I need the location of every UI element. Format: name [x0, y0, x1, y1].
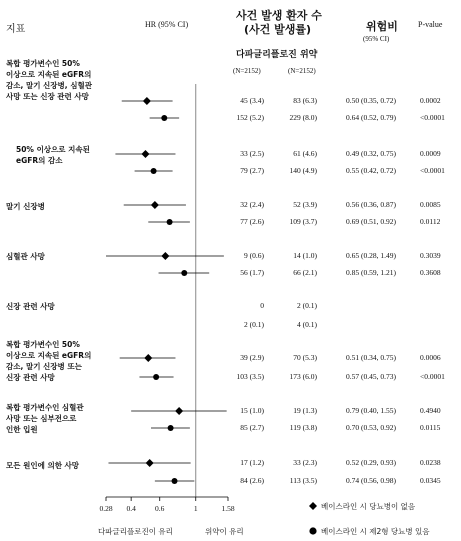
hazard-ratio-value: 0.52 (0.29, 0.93) [346, 458, 396, 467]
hr-point-circle [168, 425, 174, 431]
dapagliflozin-events: 0 [260, 301, 264, 310]
placebo-events: 229 (8.0) [289, 113, 317, 122]
dapagliflozin-events: 56 (1.7) [240, 268, 264, 277]
hazard-ratio-value: 0.50 (0.35, 0.72) [346, 96, 396, 105]
x-tick-label: 0.28 [99, 504, 113, 513]
outcome-label: 신장 관련 사망 [6, 373, 55, 382]
favors-dapagliflozin-label: 다파글리플로진이 유리 [98, 527, 173, 536]
outcome-label: 말기 신장병 [6, 202, 45, 211]
hazard-ratio-value: 0.55 (0.42, 0.72) [346, 166, 396, 175]
events-title: 사건 발생 환자 수 [236, 9, 322, 22]
p-value: <0.0001 [420, 113, 445, 122]
outcome-label: 복합 평가변수인 심혈관 [6, 403, 84, 412]
placebo-events: 52 (3.9) [293, 200, 317, 209]
hazard-ratio-value: 0.85 (0.59, 1.21) [346, 268, 396, 277]
dapagliflozin-events: 79 (2.7) [240, 166, 264, 175]
p-value: <0.0001 [420, 166, 445, 175]
hazard-ratio-value: 0.56 (0.36, 0.87) [346, 200, 396, 209]
outcome-label: 인한 입원 [6, 425, 38, 434]
placebo-events: 33 (2.3) [293, 458, 317, 467]
p-value: 0.0006 [420, 353, 441, 362]
hr-point-circle [181, 270, 187, 276]
hazard-ratio-value: 0.79 (0.40, 1.55) [346, 406, 396, 415]
dapagliflozin-events: 9 (0.6) [244, 251, 264, 260]
hr-point-diamond [141, 150, 149, 158]
events-subtitle: (사건 발생률) [244, 23, 312, 36]
outcome-label: 신장 관련 사망 [6, 302, 55, 311]
p-value: 0.0115 [420, 423, 441, 432]
dapagliflozin-events: 85 (2.7) [240, 423, 264, 432]
legend-type2-diabetes-label: 베이스라인 시 제2형 당뇨병 있음 [321, 527, 430, 536]
n-dapagliflozin: (N=2152) [233, 67, 261, 75]
placebo-events: 140 (4.9) [289, 166, 317, 175]
legend-diamond-icon [309, 502, 317, 510]
x-tick-label: 0.6 [155, 504, 165, 513]
hazard-ratio-value: 0.57 (0.45, 0.73) [346, 372, 396, 381]
placebo-events: 119 (3.8) [289, 423, 317, 432]
placebo-events: 14 (1.0) [293, 251, 317, 260]
x-tick-label: 0.4 [126, 504, 136, 513]
dapagliflozin-events: 17 (1.2) [240, 458, 264, 467]
outcome-label: 50% 이상으로 지속된 [16, 145, 90, 154]
placebo-events: 66 (2.1) [293, 268, 317, 277]
placebo-events: 2 (0.1) [297, 301, 317, 310]
outcome-label: 심혈관 사망 [6, 252, 45, 261]
dapagliflozin-events: 39 (2.9) [240, 353, 264, 362]
hazard-ratio-value: 0.51 (0.34, 0.75) [346, 353, 396, 362]
x-tick-label: 1.58 [221, 504, 235, 513]
hr-point-diamond [144, 354, 152, 362]
dapagliflozin-events: 15 (1.0) [240, 406, 264, 415]
p-value: 0.0009 [420, 149, 441, 158]
hazard-ratio-value: 0.69 (0.51, 0.92) [346, 217, 396, 226]
p-value: 0.3608 [420, 268, 441, 277]
p-value: 0.0345 [420, 476, 441, 485]
hazard-ratio-value: 0.49 (0.32, 0.75) [346, 149, 396, 158]
hr-point-diamond [151, 201, 159, 209]
p-value: 0.0002 [420, 96, 441, 105]
hr-point-diamond [143, 97, 151, 105]
hr-point-circle [151, 168, 157, 174]
p-value: 0.0112 [420, 217, 441, 226]
outcome-label: 감소, 말기 신장병 또는 [6, 362, 82, 371]
hazard-ratio-ci-header: (95% CI) [363, 35, 390, 43]
outcome-label: eGFR의 감소 [16, 156, 63, 165]
outcome-label: 모든 원인에 의한 사망 [6, 461, 80, 470]
hr-column-header: HR (95% CI) [145, 20, 189, 29]
hr-point-diamond [161, 252, 169, 260]
p-value: 0.0238 [420, 458, 441, 467]
p-value: 0.4940 [420, 406, 441, 415]
hazard-ratio-value: 0.70 (0.53, 0.92) [346, 423, 396, 432]
placebo-events: 19 (1.3) [293, 406, 317, 415]
hazard-ratio-title: 위험비 [366, 20, 398, 33]
dapagliflozin-events: 77 (2.6) [240, 217, 264, 226]
x-tick-label: 1 [193, 504, 198, 513]
placebo-events: 173 (6.0) [289, 372, 317, 381]
dapagliflozin-events: 84 (2.6) [240, 476, 264, 485]
p-value: <0.0001 [420, 372, 445, 381]
outcome-label: 복합 평가변수인 50% [6, 59, 80, 68]
dapagliflozin-events: 45 (3.4) [240, 96, 264, 105]
legend-circle-icon [309, 527, 317, 535]
p-value: 0.3039 [420, 251, 441, 260]
hr-point-circle [172, 478, 178, 484]
outcome-label: 이상으로 지속된 eGFR의 [6, 351, 92, 360]
hr-point-circle [161, 115, 167, 121]
placebo-events: 109 (3.7) [289, 217, 317, 226]
hazard-ratio-value: 0.64 (0.52, 0.79) [346, 113, 396, 122]
dapagliflozin-events: 32 (2.4) [240, 200, 264, 209]
p-value: 0.0085 [420, 200, 441, 209]
dapagliflozin-events: 2 (0.1) [244, 320, 264, 329]
treatment-group-title: 다파글리플로진 위약 [236, 50, 318, 60]
placebo-events: 83 (6.3) [293, 96, 317, 105]
outcome-label: 사망 또는 신장 관련 사망 [6, 92, 89, 101]
hr-point-circle [167, 219, 173, 225]
outcome-label: 감소, 말기 신장병, 심혈관 [6, 81, 92, 90]
dapagliflozin-events: 152 (5.2) [236, 113, 264, 122]
hr-point-diamond [146, 459, 154, 467]
placebo-events: 70 (5.3) [293, 353, 317, 362]
hazard-ratio-value: 0.74 (0.56, 0.98) [346, 476, 396, 485]
hazard-ratio-value: 0.65 (0.28, 1.49) [346, 251, 396, 260]
placebo-events: 61 (4.6) [293, 149, 317, 158]
placebo-events: 113 (3.5) [289, 476, 317, 485]
outcome-label: 복합 평가변수인 50% [6, 340, 80, 349]
dapagliflozin-events: 103 (3.5) [236, 372, 264, 381]
outcome-label: 이상으로 지속된 eGFR의 [6, 70, 92, 79]
outcome-label: 사망 또는 심부전으로 [6, 414, 77, 423]
favors-placebo-label: 위약이 유리 [205, 527, 244, 536]
placebo-events: 4 (0.1) [297, 320, 317, 329]
hr-point-circle [153, 374, 159, 380]
dapagliflozin-events: 33 (2.5) [240, 149, 264, 158]
pvalue-header: P-value [418, 20, 443, 29]
legend-no-diabetes-label: 베이스라인 시 당뇨병이 없음 [321, 502, 416, 511]
hr-point-diamond [175, 407, 183, 415]
n-placebo: (N=2152) [288, 67, 316, 75]
label-column-header: 지표 [6, 24, 26, 35]
